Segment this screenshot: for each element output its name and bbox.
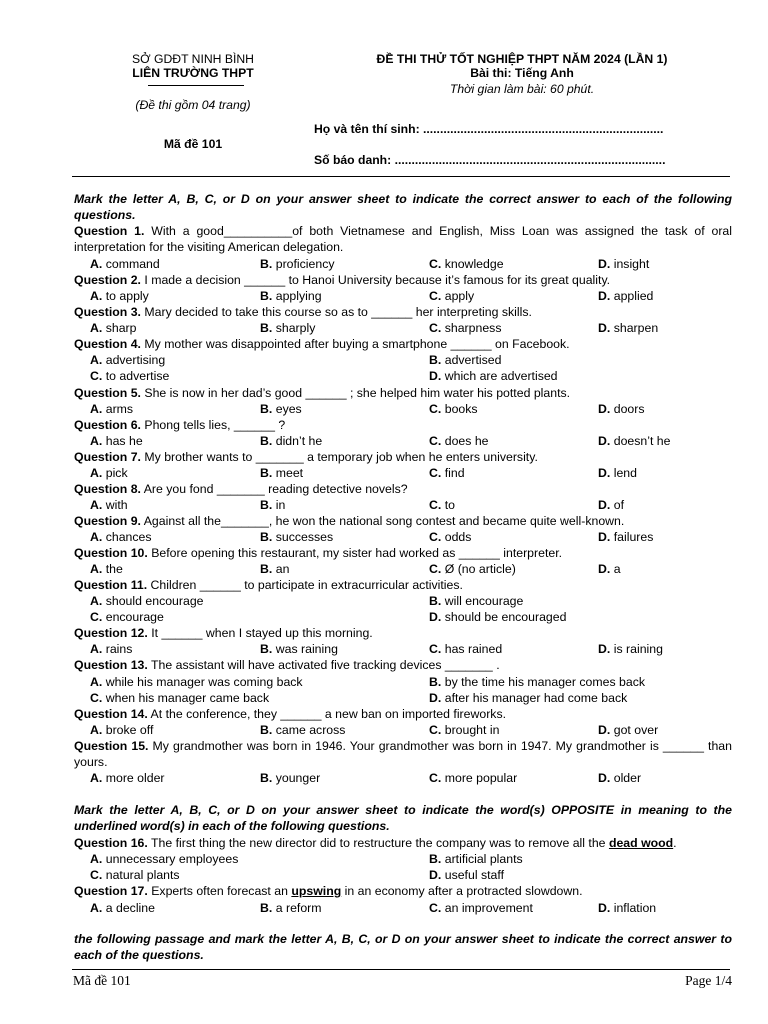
- option-d[interactable]: D. got over: [598, 723, 659, 737]
- option-a[interactable]: A. sharp: [90, 321, 137, 335]
- option-a[interactable]: A. a decline: [90, 901, 155, 915]
- options-q10: [90, 561, 732, 577]
- option-a[interactable]: A. with: [90, 498, 128, 512]
- question-text: With a good__________of both Vietnamese and English, Miss Loan was assigned the task of oral interpretation for the visiting American delegation.: [74, 224, 732, 255]
- option-a[interactable]: A. command: [90, 257, 160, 271]
- question-12: Question 12. It ______ when I stayed up this morning.: [74, 626, 373, 640]
- option-b[interactable]: B. didn’t he: [260, 434, 323, 448]
- option-d[interactable]: D. which are advertised: [429, 369, 558, 383]
- option-d[interactable]: D. useful staff: [429, 868, 504, 882]
- question-6: Question 6. Phong tells lies, ______ ?: [74, 418, 286, 432]
- header-bottom-rule: [72, 176, 730, 177]
- option-c[interactable]: C. when his manager came back: [90, 691, 270, 705]
- question-7: Question 7. My brother wants to _______ a temporary job when he enters university.: [74, 450, 538, 464]
- question-17: Question 17. Experts often forecast an upswing in an economy after a protracted slowdown.: [74, 884, 583, 898]
- underlined-word: upswing: [291, 884, 342, 898]
- option-c[interactable]: C. brought in: [429, 723, 500, 737]
- option-d[interactable]: D. older: [598, 771, 642, 785]
- option-a[interactable]: A. broke off: [90, 723, 154, 737]
- option-a[interactable]: A. should encourage: [90, 594, 204, 608]
- option-c[interactable]: C. encourage: [90, 610, 164, 624]
- option-c[interactable]: C. to advertise: [90, 369, 170, 383]
- option-b[interactable]: B. meet: [260, 466, 304, 480]
- question-2: Question 2. I made a decision ______ to Hanoi University because it’s famous for its great quality.: [74, 273, 611, 287]
- exam-subject: Bài thi: Tiếng Anh: [470, 66, 574, 80]
- option-d[interactable]: D. insight: [598, 257, 650, 271]
- question-8: Question 8. Are you fond _______ reading detective novels?: [74, 482, 408, 496]
- option-c[interactable]: C. sharpness: [429, 321, 502, 335]
- question-10: Question 10. Before opening this restaurant, my sister had worked as ______ interpreter.: [74, 546, 563, 560]
- option-b[interactable]: B. in: [260, 498, 286, 512]
- options-q11-row1: [90, 593, 732, 609]
- option-d[interactable]: D. doors: [598, 402, 645, 416]
- option-a[interactable]: A. chances: [90, 530, 152, 544]
- option-b[interactable]: B. artificial plants: [429, 852, 523, 866]
- options-q16-row2: [90, 867, 732, 883]
- option-a[interactable]: A. has he: [90, 434, 143, 448]
- option-d[interactable]: D. lend: [598, 466, 637, 480]
- options-q13-row2: [90, 690, 732, 706]
- options-q16-row1: [90, 851, 732, 867]
- option-c[interactable]: C. apply: [429, 289, 475, 303]
- exam-code: Mã đề 101: [163, 137, 223, 151]
- question-9: Question 9. Against all the_______, he won the national song contest and became quite well-known.: [74, 514, 625, 528]
- option-c[interactable]: C. an improvement: [429, 901, 533, 915]
- pages-note: (Đề thi gồm 04 trang): [135, 98, 251, 112]
- question-4: Question 4. My mother was disappointed after buying a smartphone ______ on Facebook.: [74, 337, 570, 351]
- option-d[interactable]: D. inflation: [598, 901, 657, 915]
- question-13: Question 13. The assistant will have activated five tracking devices _______ .: [74, 658, 500, 672]
- option-a[interactable]: A. more older: [90, 771, 165, 785]
- option-b[interactable]: B. by the time his manager comes back: [429, 675, 645, 689]
- options-q4-row2: [90, 368, 732, 384]
- option-d[interactable]: D. doesn’t he: [598, 434, 671, 448]
- option-a[interactable]: A. unnecessary employees: [90, 852, 239, 866]
- option-c[interactable]: C. natural plants: [90, 868, 180, 882]
- option-d[interactable]: D. after his manager had come back: [429, 691, 628, 705]
- option-c[interactable]: C. more popular: [429, 771, 518, 785]
- option-b[interactable]: B. eyes: [260, 402, 302, 416]
- options-q5: [90, 401, 732, 417]
- question-14: Question 14. At the conference, they ______ a new ban on imported fireworks.: [74, 707, 507, 721]
- header-divider: [148, 85, 244, 86]
- option-b[interactable]: B. proficiency: [260, 257, 335, 271]
- options-q17: [90, 900, 732, 916]
- candidate-id-field: Số báo danh: ................................................................................: [314, 153, 666, 167]
- school-name: LIÊN TRƯỜNG THPT: [132, 66, 254, 80]
- option-d[interactable]: D. is raining: [598, 642, 663, 656]
- exam-time: Thời gian làm bài: 60 phút.: [449, 82, 595, 96]
- option-b[interactable]: B. advertised: [429, 353, 502, 367]
- option-b[interactable]: B. successes: [260, 530, 334, 544]
- option-b[interactable]: B. was raining: [260, 642, 338, 656]
- option-d[interactable]: D. should be encouraged: [429, 610, 567, 624]
- option-b[interactable]: B. sharply: [260, 321, 316, 335]
- option-b[interactable]: B. will encourage: [429, 594, 524, 608]
- option-d[interactable]: D. sharpen: [598, 321, 659, 335]
- section-1-instruction: Mark the letter A, B, C, or D on your answer sheet to indicate the correct answer to each of the following questions.: [74, 192, 732, 223]
- option-c[interactable]: C. odds: [429, 530, 472, 544]
- options-q12: [90, 641, 732, 657]
- options-q9: [90, 529, 732, 545]
- question-1: [74, 223, 732, 255]
- option-a[interactable]: A. rains: [90, 642, 133, 656]
- options-q4-row1: [90, 352, 732, 368]
- options-q8: [90, 497, 732, 513]
- options-q13-row1: [90, 674, 732, 690]
- option-c[interactable]: C. has rained: [429, 642, 503, 656]
- question-16: Question 16. The first thing the new director did to restructure the company was to remove all the dead wood.: [74, 836, 677, 850]
- options-q11-row2: [90, 609, 732, 625]
- option-c[interactable]: C. does he: [429, 434, 489, 448]
- underlined-phrase: dead wood: [608, 836, 674, 850]
- option-a[interactable]: A. to apply: [90, 289, 149, 303]
- section-3-instruction: the following passage and mark the letter A, B, C, or D on your answer sheet to indicate the correct answer to each of the questions.: [74, 932, 732, 963]
- candidate-name-field: Họ và tên thí sinh: .......................................................................: [314, 122, 664, 136]
- option-b[interactable]: B. younger: [260, 771, 321, 785]
- option-d[interactable]: D. a: [598, 562, 621, 576]
- option-c[interactable]: C. to: [429, 498, 455, 512]
- option-a[interactable]: A. the: [90, 562, 123, 576]
- question-3: Question 3. Mary decided to take this course so as to ______ her interpreting skills.: [74, 305, 532, 319]
- options-q15: [90, 770, 732, 786]
- options-q14: [90, 722, 732, 738]
- options-q7: [90, 465, 732, 481]
- option-d[interactable]: D. of: [598, 498, 624, 512]
- question-15: Question 15. My grandmother was born in 1946. Your grandmother was born in 1947. My grandmother is ______ than yours.: [74, 739, 732, 770]
- option-a[interactable]: A. advertising: [90, 353, 166, 367]
- page-number: Page 1/4: [685, 973, 732, 988]
- question-11: Question 11. Children ______ to participate in extracurricular activities.: [74, 578, 463, 592]
- question-number: Question 1.: [74, 224, 145, 238]
- footer-exam-code: Mã đề 101: [73, 973, 131, 988]
- options-q6: [90, 433, 732, 449]
- section-2-instruction: Mark the letter A, B, C, or D on your answer sheet to indicate the word(s) OPPOSITE in meaning to the underlined word(s) in each of the following questions.: [74, 803, 732, 834]
- option-b[interactable]: B. applying: [260, 289, 322, 303]
- option-a[interactable]: A. while his manager was coming back: [90, 675, 303, 689]
- option-a[interactable]: A. arms: [90, 402, 134, 416]
- exam-title: ĐỀ THI THỬ TỐT NGHIỆP THPT NĂM 2024 (LẦN 1): [376, 52, 668, 66]
- question-5: Question 5. She is now in her dad’s good ______ ; she helped him water his potted plants.: [74, 386, 571, 400]
- department-name: SỞ GDĐT NINH BÌNH: [132, 52, 254, 66]
- options-q1: [90, 256, 732, 272]
- options-q2: [90, 288, 732, 304]
- footer-rule: [72, 969, 730, 970]
- option-b[interactable]: B. came across: [260, 723, 346, 737]
- options-q3: [90, 320, 732, 336]
- option-c[interactable]: C. books: [429, 402, 478, 416]
- option-c[interactable]: C. find: [429, 466, 465, 480]
- option-b[interactable]: B. an: [260, 562, 290, 576]
- option-c[interactable]: C. Ø (no article): [429, 562, 516, 576]
- option-d[interactable]: D. applied: [598, 289, 654, 303]
- option-d[interactable]: D. failures: [598, 530, 654, 544]
- option-b[interactable]: B. a reform: [260, 901, 322, 915]
- option-a[interactable]: A. pick: [90, 466, 128, 480]
- option-c[interactable]: C. knowledge: [429, 257, 504, 271]
